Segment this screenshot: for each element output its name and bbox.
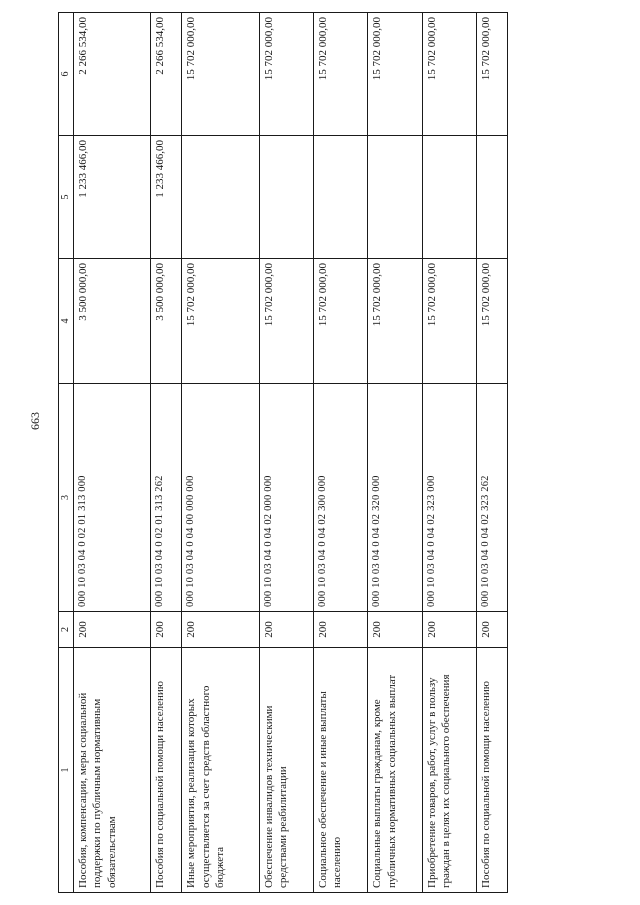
row-col6-cell: 15 702 000,00 xyxy=(259,13,313,136)
table-row xyxy=(422,13,476,893)
row-col5-cell xyxy=(422,136,476,259)
row-col4-cell: 15 702 000,00 xyxy=(368,259,422,384)
row-col4-cell: 15 702 000,00 xyxy=(314,259,368,384)
table-row xyxy=(368,13,422,893)
table-row xyxy=(259,13,313,893)
row-code-cell: 000 10 03 04 0 02 01 313 000 xyxy=(74,384,151,612)
row-name-cell: Обеспечение инвалидов техническими средствами реабилитации xyxy=(259,648,313,893)
row-col4-cell: 15 702 000,00 xyxy=(422,259,476,384)
row-col2-cell: 200 xyxy=(151,612,182,648)
row-col6-cell: 15 702 000,00 xyxy=(182,13,259,136)
row-name-cell: Пособия по социальной помощи населению xyxy=(476,648,507,893)
row-col5-cell xyxy=(314,136,368,259)
row-col2-cell: 200 xyxy=(368,612,422,648)
row-col2-cell: 200 xyxy=(259,612,313,648)
row-col6-cell: 15 702 000,00 xyxy=(476,13,507,136)
page-number: 663 xyxy=(28,412,42,430)
row-col6-cell: 15 702 000,00 xyxy=(368,13,422,136)
row-col6-cell: 2 266 534,00 xyxy=(74,13,151,136)
row-col4-cell: 15 702 000,00 xyxy=(259,259,313,384)
header-row xyxy=(59,13,74,893)
table-row xyxy=(314,13,368,893)
header-cell-6: 6 xyxy=(59,13,74,136)
row-col4-cell: 3 500 000,00 xyxy=(151,259,182,384)
row-col6-cell: 2 266 534,00 xyxy=(151,13,182,136)
row-code-cell: 000 10 03 04 0 04 02 300 000 xyxy=(314,384,368,612)
row-code-cell: 000 10 03 04 0 02 01 313 262 xyxy=(151,384,182,612)
row-col5-cell xyxy=(259,136,313,259)
row-col4-cell: 15 702 000,00 xyxy=(476,259,507,384)
row-name-cell: Пособия, компенсации, меры социальной поддержки по публичным нормативным обязательствам xyxy=(74,648,151,893)
row-col2-cell: 200 xyxy=(182,612,259,648)
table-row xyxy=(74,13,151,893)
row-col5-cell xyxy=(182,136,259,259)
budget-table xyxy=(58,12,508,893)
row-code-cell: 000 10 03 04 0 04 02 323 262 xyxy=(476,384,507,612)
row-col6-cell: 15 702 000,00 xyxy=(422,13,476,136)
row-col5-cell xyxy=(476,136,507,259)
row-col5-cell: 1 233 466,00 xyxy=(151,136,182,259)
header-cell-2: 2 xyxy=(59,612,74,648)
header-cell-1: 1 xyxy=(59,648,74,893)
header-cell-5: 5 xyxy=(59,136,74,259)
row-code-cell: 000 10 03 04 0 04 02 323 000 xyxy=(422,384,476,612)
row-name-cell: Социальное обеспечение и иные выплаты населению xyxy=(314,648,368,893)
row-col4-cell: 3 500 000,00 xyxy=(74,259,151,384)
table-row xyxy=(182,13,259,893)
row-name-cell: Приобретение товаров, работ, услуг в пользу граждан в целях их социального обеспечения xyxy=(422,648,476,893)
row-col2-cell: 200 xyxy=(314,612,368,648)
row-code-cell: 000 10 03 04 0 04 02 000 000 xyxy=(259,384,313,612)
row-name-cell: Социальные выплаты гражданам, кроме публичных нормативных социальных выплат xyxy=(368,648,422,893)
table-row xyxy=(476,13,507,893)
row-code-cell: 000 10 03 04 0 04 02 320 000 xyxy=(368,384,422,612)
row-col2-cell: 200 xyxy=(74,612,151,648)
rotated-table-container xyxy=(58,13,508,893)
row-col2-cell: 200 xyxy=(476,612,507,648)
row-col2-cell: 200 xyxy=(422,612,476,648)
row-col5-cell: 1 233 466,00 xyxy=(74,136,151,259)
row-code-cell: 000 10 03 04 0 04 00 000 000 xyxy=(182,384,259,612)
table-row xyxy=(151,13,182,893)
row-col6-cell: 15 702 000,00 xyxy=(314,13,368,136)
row-col5-cell xyxy=(368,136,422,259)
row-name-cell: Пособия по социальной помощи населению xyxy=(151,648,182,893)
row-name-cell: Иные мероприятия, реализация которых осуществляется за счет средств областного бюджета xyxy=(182,648,259,893)
header-cell-3: 3 xyxy=(59,384,74,612)
row-col4-cell: 15 702 000,00 xyxy=(182,259,259,384)
header-cell-4: 4 xyxy=(59,259,74,384)
